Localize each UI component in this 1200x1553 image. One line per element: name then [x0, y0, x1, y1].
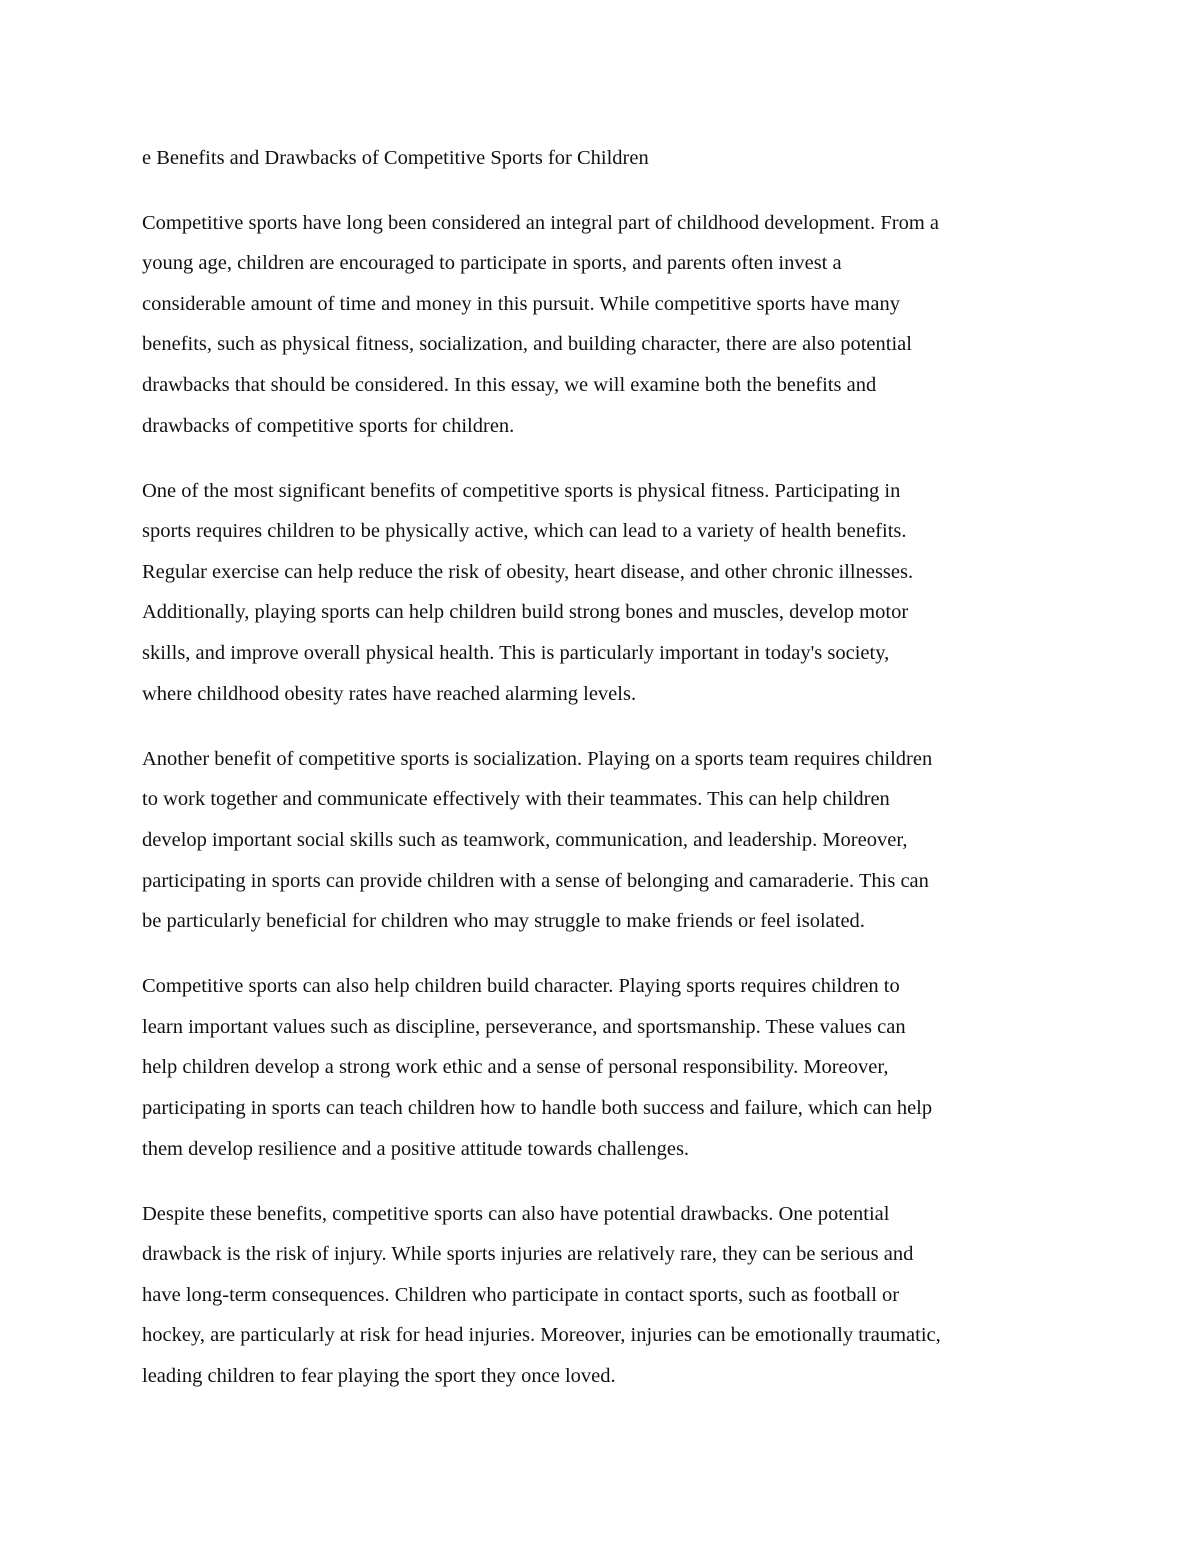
paragraph-3	[142, 739, 1072, 942]
paragraph-5	[142, 1194, 1072, 1397]
paragraph-line: participating in sports can teach children how to handle both success and failure, which can help	[142, 1096, 933, 1119]
document-body	[142, 138, 1072, 1421]
paragraph-line: Competitive sports have long been considered an integral part of childhood development. From a	[142, 211, 940, 234]
paragraph-line: skills, and improve overall physical health. This is particularly important in today's society,	[142, 642, 890, 665]
paragraph-line: drawbacks that should be considered. In this essay, we will examine both the benefits and	[142, 373, 877, 396]
paragraph-line: drawbacks of competitive sports for children.	[142, 414, 515, 437]
paragraph-4	[142, 966, 1072, 1169]
paragraph-line: drawback is the risk of injury. While sports injuries are relatively rare, they can be serious and	[142, 1243, 914, 1266]
paragraph-line: have long-term consequences. Children who participate in contact sports, such as football or	[142, 1283, 900, 1306]
paragraph-line: considerable amount of time and money in this pursuit. While competitive sports have many	[142, 292, 900, 315]
paragraph-line: participating in sports can provide children with a sense of belonging and camaraderie. This can	[142, 869, 929, 892]
paragraph-line: One of the most significant benefits of competitive sports is physical fitness. Participating in	[142, 479, 901, 502]
paragraph-line: to work together and communicate effectively with their teammates. This can help children	[142, 788, 890, 811]
paragraph-line: be particularly beneficial for children who may struggle to make friends or feel isolated.	[142, 910, 865, 933]
paragraph-line: help children develop a strong work ethic and a sense of personal responsibility. Moreover,	[142, 1056, 889, 1079]
paragraph-line: benefits, such as physical fitness, socialization, and building character, there are also potential	[142, 333, 912, 356]
paragraph-line: sports requires children to be physically active, which can lead to a variety of health benefits.	[142, 520, 907, 543]
paragraph-line: Competitive sports can also help children build character. Playing sports requires children to	[142, 975, 900, 998]
document-title: e Benefits and Drawbacks of Competitive Sports for Children	[142, 147, 649, 169]
paragraph-line: Another benefit of competitive sports is socialization. Playing on a sports team requires children	[142, 747, 933, 770]
paragraph-line: Despite these benefits, competitive sports can also have potential drawbacks. One potential	[142, 1202, 890, 1225]
paragraph-line: hockey, are particularly at risk for head injuries. Moreover, injuries can be emotionally traumatic,	[142, 1324, 941, 1347]
paragraph-line: learn important values such as discipline, perseverance, and sportsmanship. These values can	[142, 1015, 906, 1038]
paragraph-line: develop important social skills such as teamwork, communication, and leadership. Moreover,	[142, 828, 908, 851]
paragraph-1	[142, 203, 1072, 447]
paragraph-line: leading children to fear playing the sport they once loved.	[142, 1365, 616, 1388]
paragraph-line: them develop resilience and a positive attitude towards challenges.	[142, 1137, 690, 1160]
paragraph-line: young age, children are encouraged to participate in sports, and parents often invest a	[142, 252, 842, 275]
paragraph-line: Regular exercise can help reduce the risk of obesity, heart disease, and other chronic illnesses.	[142, 560, 914, 583]
paragraph-line: Additionally, playing sports can help children build strong bones and muscles, develop motor	[142, 601, 909, 624]
paragraph-line: where childhood obesity rates have reached alarming levels.	[142, 682, 637, 705]
paragraph-2	[142, 471, 1072, 715]
